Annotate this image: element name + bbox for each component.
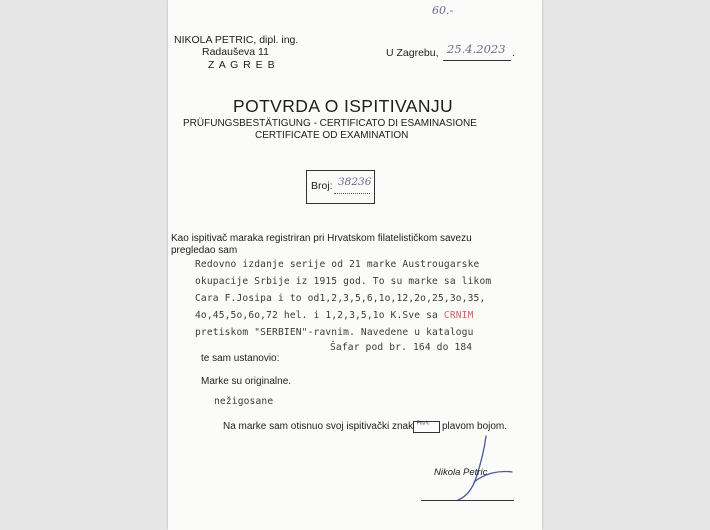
- issue-date: 25.4.2023: [447, 42, 506, 56]
- condition-status: nežigosane: [214, 396, 274, 407]
- stamp-statement-end: plavom bojom.: [442, 421, 508, 432]
- typed-line-6: Šafar pod br. 164 do 184: [330, 342, 473, 353]
- issuer-city: Z A G R E B: [208, 59, 276, 71]
- subtitle-multilingual: PRÜFUNGSBESTÄTIGUNG - CERTIFICATO DI ESAMINASIONE: [183, 118, 477, 129]
- typed-line-2: okupacije Srbije iz 1915 god. To su marke sa likom: [195, 276, 492, 287]
- place-label: U Zagrebu,: [386, 47, 439, 59]
- intro-line-2: pregledao sam: [171, 245, 238, 256]
- certificate-number: 38236: [338, 176, 372, 188]
- signature-line: [421, 500, 514, 501]
- subtitle-english: CERTIFICATE OD EXAMINATION: [255, 130, 409, 141]
- signature-name: Nikola Petric: [434, 467, 488, 478]
- issuer-street: Radauševa 11: [202, 46, 269, 58]
- stamp-mark-text: ᴾᵉᵗʳⁱᶜ: [417, 421, 430, 428]
- number-underline: [334, 193, 370, 194]
- genuine-statement: Marke su originalne.: [201, 376, 292, 387]
- number-label: Broj:: [311, 180, 333, 192]
- corner-price-note: 60.-: [432, 4, 454, 17]
- date-suffix: .: [512, 47, 515, 59]
- typed-line-4-text: 4o,45,5o,6o,72 hel. i 1,2,3,5,1o K.Sve sa: [195, 310, 438, 321]
- intro-line-1: Kao ispitivač maraka registriran pri Hrvatskom filatelističkom savezu: [171, 233, 472, 244]
- signature-scribble: [440, 430, 520, 502]
- typed-line-1: Redovno izdanje serije od 21 marke Austrougarske: [195, 259, 480, 270]
- stamp-statement: Na marke sam otisnuo svoj ispitivački znak: [223, 421, 414, 432]
- issuer-name: NIKOLA PETRIC, dipl. ing.: [174, 34, 299, 46]
- typed-line-5: pretiskom "SERBIEN"-ravnim. Navedene u katalogu: [195, 327, 474, 338]
- typed-line-3: Cara F.Josipa i to od1,2,3,5,6,1o,12,2o,25,3o,35,: [195, 293, 486, 304]
- established-label: te sam ustanovio:: [201, 353, 280, 364]
- examiner-stamp-mark: [413, 421, 440, 433]
- typed-line-4: [195, 310, 474, 321]
- document-title: POTVRDA O ISPITIVANJU: [233, 96, 454, 116]
- date-underline: [443, 60, 511, 61]
- typed-red-word: CRNIM: [443, 310, 474, 321]
